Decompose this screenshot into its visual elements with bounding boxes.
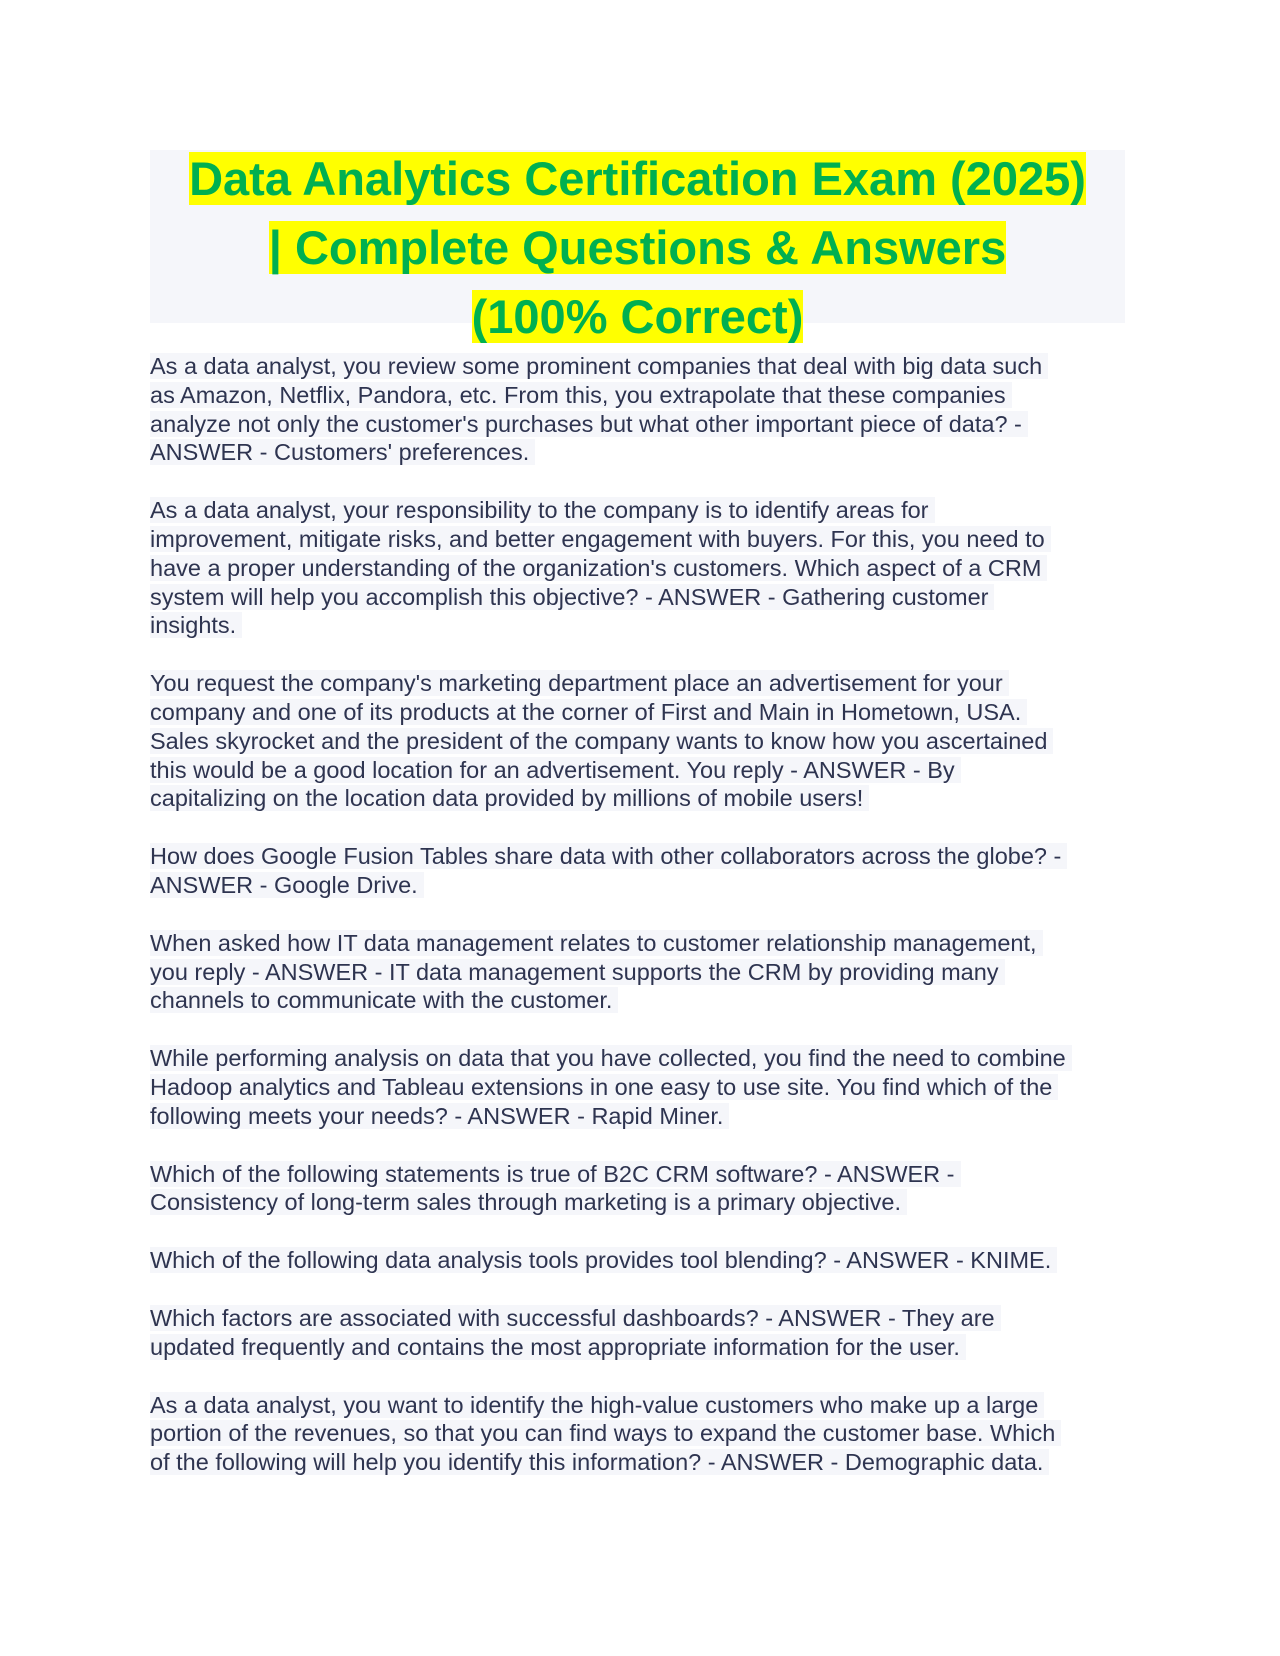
text-line	[150, 525, 1140, 554]
line-text: Hadoop analytics and Tableau extensions in one easy to use site. You find which of the	[150, 1074, 1058, 1100]
text-line	[150, 1391, 1140, 1420]
text-line	[150, 1160, 1140, 1189]
qa-paragraph	[150, 669, 1140, 813]
line-text: As a data analyst, your responsibility to the company is to identify areas for	[150, 497, 935, 523]
line-text: How does Google Fusion Tables share data with other collaborators across the globe? -	[150, 843, 1067, 869]
line-text: improvement, mitigate risks, and better engagement with buyers. For this, you need to	[150, 526, 1051, 552]
qa-paragraph	[150, 1304, 1140, 1362]
qa-paragraph	[150, 1246, 1140, 1275]
line-text: have a proper understanding of the organization's customers. Which aspect of a CRM	[150, 555, 1047, 581]
text-line	[150, 784, 1140, 813]
line-text: analyze not only the customer's purchases but what other important piece of data? -	[150, 411, 1028, 437]
line-text: system will help you accomplish this objective? - ANSWER - Gathering customer	[150, 584, 994, 610]
text-line	[150, 698, 1140, 727]
text-line	[150, 958, 1140, 987]
line-text: updated frequently and contains the most appropriate information for the user.	[150, 1334, 966, 1360]
text-line	[150, 1102, 1140, 1131]
qa-paragraph	[150, 929, 1140, 1015]
text-line	[150, 410, 1140, 439]
text-line	[150, 352, 1140, 381]
title-text: (100% Correct)	[471, 290, 804, 343]
line-text: following meets your needs? - ANSWER - Rapid Miner.	[150, 1103, 729, 1129]
text-line	[150, 496, 1140, 525]
line-text: Sales skyrocket and the president of the company wants to know how you ascertained	[150, 728, 1053, 754]
title-line	[150, 288, 1125, 357]
line-text: insights.	[150, 612, 242, 638]
qa-paragraph	[150, 496, 1140, 640]
text-line	[150, 756, 1140, 785]
text-line	[150, 929, 1140, 958]
text-line	[150, 986, 1140, 1015]
document-title	[150, 150, 1125, 343]
line-text: as Amazon, Netflix, Pandora, etc. From this, you extrapolate that these companies	[150, 382, 1012, 408]
text-line	[150, 1419, 1140, 1448]
line-text: As a data analyst, you want to identify the high-value customers who make up a large	[150, 1392, 1044, 1418]
line-text: As a data analyst, you review some prominent companies that deal with big data such	[150, 353, 1048, 379]
line-text: portion of the revenues, so that you can find ways to expand the customer base. Which	[150, 1420, 1061, 1446]
text-line	[150, 1304, 1140, 1333]
text-line	[150, 1448, 1140, 1477]
text-line	[150, 1246, 1140, 1275]
text-line	[150, 842, 1140, 871]
text-line	[150, 583, 1140, 612]
line-text: ANSWER - Customers' preferences.	[150, 439, 535, 465]
line-text: this would be a good location for an advertisement. You reply - ANSWER - By	[150, 757, 961, 783]
line-text: Which of the following data analysis tools provides tool blending? - ANSWER - KNIME.	[150, 1247, 1057, 1273]
text-line	[150, 1188, 1140, 1217]
line-text: When asked how IT data management relates to customer relationship management,	[150, 930, 1043, 956]
line-text: ANSWER - Google Drive.	[150, 872, 424, 898]
text-line	[150, 1044, 1140, 1073]
qa-paragraph	[150, 1391, 1140, 1477]
text-line	[150, 381, 1140, 410]
text-line	[150, 669, 1140, 698]
title-text: | Complete Questions & Answers	[268, 221, 1007, 274]
line-text: capitalizing on the location data provided by millions of mobile users!	[150, 785, 869, 811]
qa-list	[150, 352, 1140, 1506]
line-text: channels to communicate with the customer.	[150, 987, 618, 1013]
text-line	[150, 611, 1140, 640]
line-text: you reply - ANSWER - IT data management supports the CRM by providing many	[150, 959, 1005, 985]
qa-paragraph	[150, 352, 1140, 467]
text-line	[150, 871, 1140, 900]
line-text: You request the company's marketing department place an advertisement for your	[150, 670, 1009, 696]
line-text: Which of the following statements is true of B2C CRM software? - ANSWER -	[150, 1161, 961, 1187]
line-text: Which factors are associated with successful dashboards? - ANSWER - They are	[150, 1305, 1001, 1331]
line-text: of the following will help you identify this information? - ANSWER - Demographic data.	[150, 1449, 1049, 1475]
text-line	[150, 1073, 1140, 1102]
line-text: Consistency of long-term sales through marketing is a primary objective.	[150, 1189, 907, 1215]
title-text: Data Analytics Certification Exam (2025)	[189, 152, 1086, 205]
line-text: While performing analysis on data that you have collected, you find the need to combine	[150, 1045, 1072, 1071]
qa-paragraph	[150, 842, 1140, 900]
text-line	[150, 1333, 1140, 1362]
qa-paragraph	[150, 1160, 1140, 1218]
text-line	[150, 727, 1140, 756]
line-text: company and one of its products at the corner of First and Main in Hometown, USA.	[150, 699, 1027, 725]
title-line	[150, 219, 1125, 288]
qa-paragraph	[150, 1044, 1140, 1130]
text-line	[150, 554, 1140, 583]
text-line	[150, 438, 1140, 467]
title-line	[150, 150, 1125, 219]
